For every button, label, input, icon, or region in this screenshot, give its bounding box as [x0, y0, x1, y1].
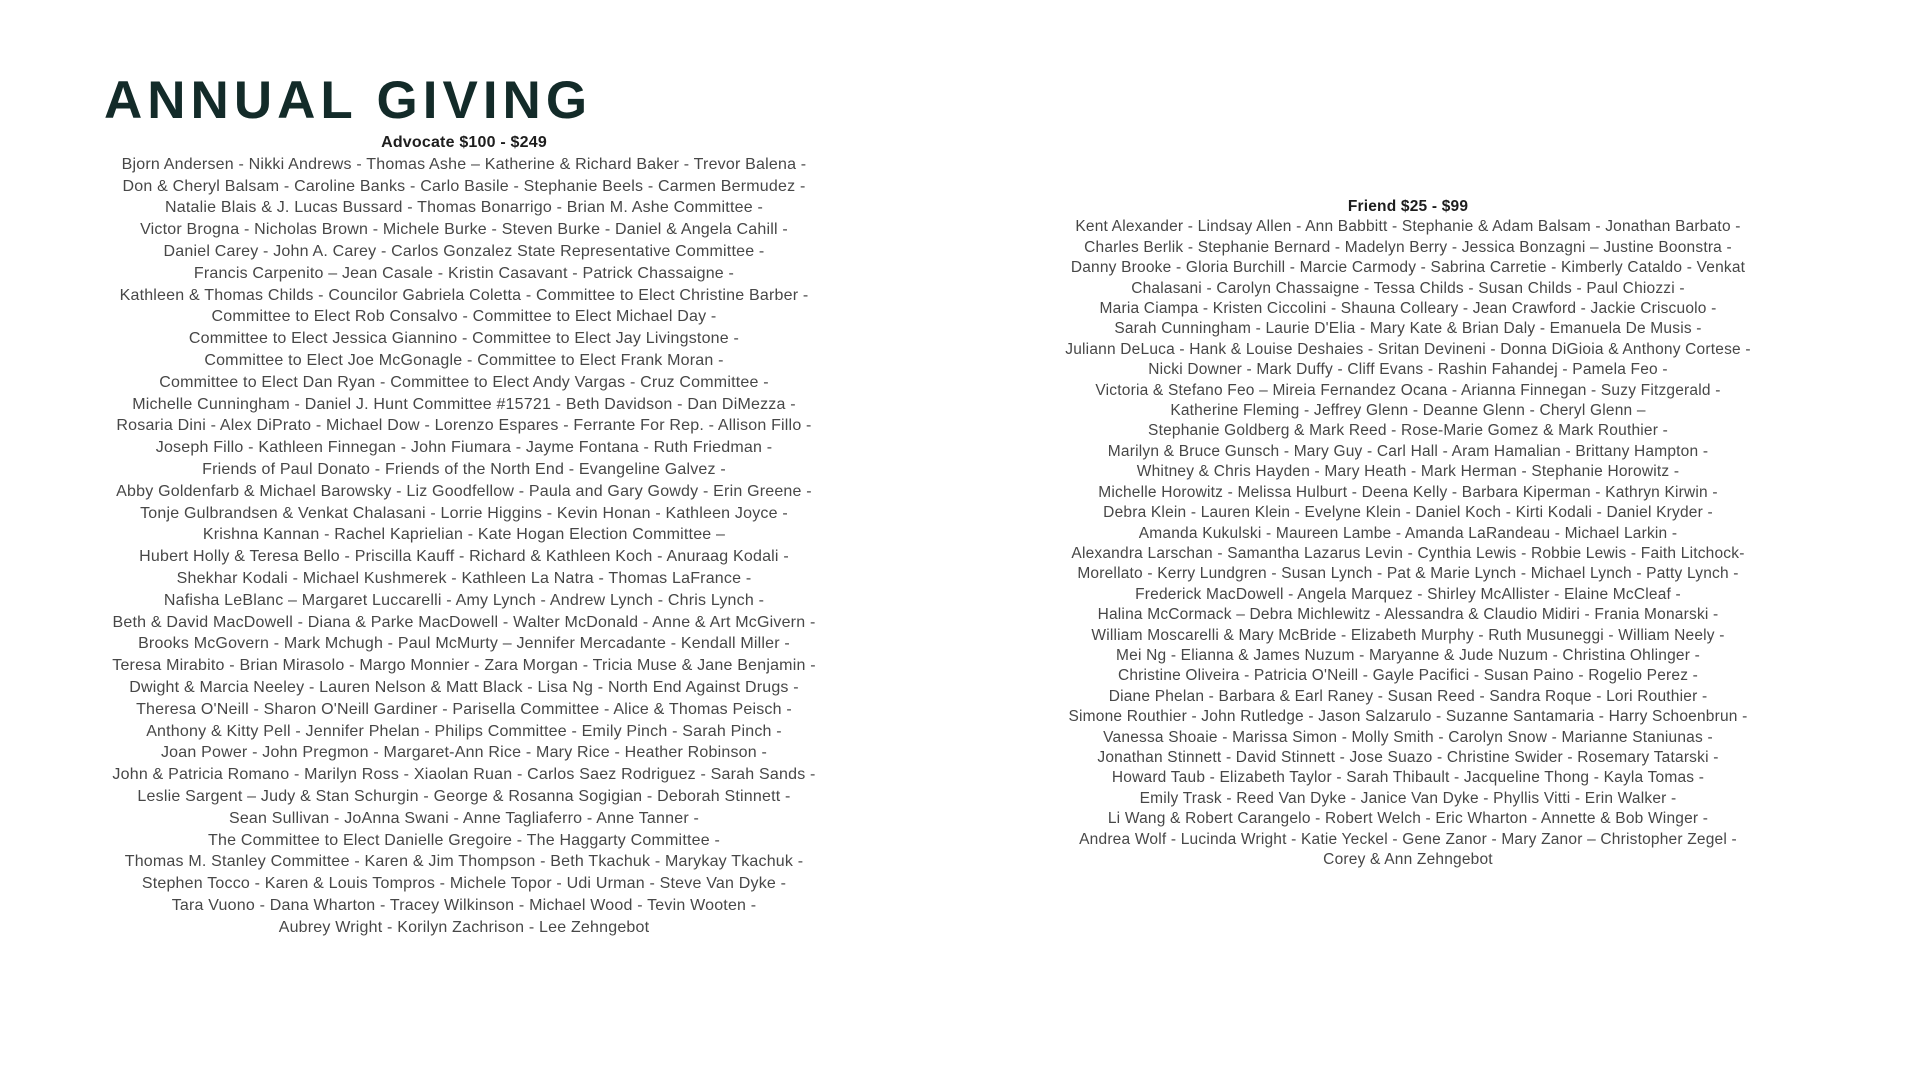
- friend-donor-list: [1002, 217, 1814, 870]
- donor-line: Maria Ciampa - Kristen Ciccolini - Shauna Colleary - Jean Crawford - Jackie Criscuolo -: [1099, 300, 1717, 318]
- donor-line: Li Wang & Robert Carangelo - Robert Welch - Eric Wharton - Annette & Bob Winger -: [1107, 810, 1709, 828]
- donor-line: Natalie Blais & J. Lucas Bussard - Thomas Bonarrigo - Brian M. Ashe Committee -: [165, 199, 763, 217]
- donor-line: Friends of Paul Donato - Friends of the North End - Evangeline Galvez -: [202, 460, 726, 478]
- donor-line: Victor Brogna - Nicholas Brown - Michele Burke - Steven Burke - Daniel & Angela Cahill -: [140, 221, 788, 239]
- donor-line: Tonje Gulbrandsen & Venkat Chalasani - Lorrie Higgins - Kevin Honan - Kathleen Joyce -: [140, 504, 788, 522]
- donor-line: Stephen Tocco - Karen & Louis Tompros - Michele Topor - Udi Urman - Steve Van Dyke -: [141, 875, 787, 893]
- advocate-section: [58, 132, 870, 938]
- page-title: ANNUAL GIVING: [104, 70, 593, 130]
- donor-line: Nafisha LeBlanc – Margaret Luccarelli - Amy Lynch - Andrew Lynch - Chris Lynch -: [163, 591, 765, 609]
- advocate-donor-list: [58, 154, 870, 939]
- donor-line: Tara Vuono - Dana Wharton - Tracey Wilkinson - Michael Wood - Tevin Wooten -: [171, 896, 757, 914]
- donor-line: Theresa O'Neill - Sharon O'Neill Gardiner - Parisella Committee - Alice & Thomas Peisch -: [136, 700, 792, 718]
- donor-line: Abby Goldenfarb & Michael Barowsky - Liz Goodfellow - Paula and Gary Gowdy - Erin Greene -: [116, 482, 812, 500]
- donor-line: Daniel Carey - John A. Carey - Carlos Gonzalez State Representative Committee -: [163, 242, 765, 260]
- donor-line: Kent Alexander - Lindsay Allen - Ann Babbitt - Stephanie & Adam Balsam - Jonathan Barbato -: [1075, 218, 1741, 236]
- donor-line: Whitney & Chris Hayden - Mary Heath - Mark Herman - Stephanie Horowitz -: [1136, 463, 1680, 481]
- donor-line: Bjorn Andersen - Nikki Andrews - Thomas Ashe – Katherine & Richard Baker - Trevor Balena -: [121, 155, 807, 173]
- donor-line: Committee to Elect Joe McGonagle - Committee to Elect Frank Moran -: [204, 351, 724, 369]
- donor-line: Hubert Holly & Teresa Bello - Priscilla Kauff - Richard & Kathleen Koch - Anuraag Kodali -: [139, 548, 789, 566]
- donor-line: Michelle Cunningham - Daniel J. Hunt Committee #15721 - Beth Davidson - Dan DiMezza -: [132, 395, 796, 413]
- donor-line: Victoria & Stefano Feo – Mireia Fernandez Ocana - Arianna Finnegan - Suzy Fitzgerald -: [1095, 381, 1721, 399]
- donor-line: Thomas M. Stanley Committee - Karen & Jim Thompson - Beth Tkachuk - Marykay Tkachuk -: [124, 853, 804, 871]
- donor-line: Juliann DeLuca - Hank & Louise Deshaies - Sritan Devineni - Donna DiGioia & Anthony Cortese -: [1065, 340, 1751, 358]
- donor-line: The Committee to Elect Danielle Gregoire - The Haggarty Committee -: [208, 831, 720, 849]
- donor-line: Katherine Fleming - Jeffrey Glenn - Deanne Glenn - Cheryl Glenn –: [1170, 402, 1646, 420]
- donor-line: Vanessa Shoaie - Marissa Simon - Molly Smith - Carolyn Snow - Marianne Staniunas -: [1103, 728, 1713, 746]
- donor-line: Michelle Horowitz - Melissa Hulburt - Deena Kelly - Barbara Kiperman - Kathryn Kirwin -: [1098, 483, 1718, 501]
- donor-line: Christine Oliveira - Patricia O'Neill - Gayle Pacifici - Susan Paino - Rogelio Perez -: [1117, 667, 1699, 685]
- donor-line: Kathleen & Thomas Childs - Councilor Gabriela Coletta - Committee to Elect Christine Barber -: [119, 286, 809, 304]
- donor-line: Andrea Wolf - Lucinda Wright - Katie Yeckel - Gene Zanor - Mary Zanor – Christopher Zegel -: [1079, 830, 1737, 848]
- donor-line: Frederick MacDowell - Angela Marquez - Shirley McAllister - Elaine McCleaf -: [1135, 585, 1681, 603]
- donor-line: Joan Power - John Pregmon - Margaret-Ann Rice - Mary Rice - Heather Robinson -: [160, 744, 768, 762]
- advocate-section-header: Advocate $100 - $249: [381, 134, 547, 151]
- donor-line: Committee to Elect Dan Ryan - Committee to Elect Andy Vargas - Cruz Committee -: [159, 373, 769, 391]
- donor-line: Jonathan Stinnett - David Stinnett - Jose Suazo - Christine Swider - Rosemary Tatarski -: [1097, 748, 1719, 766]
- donor-line: Marilyn & Bruce Gunsch - Mary Guy - Carl Hall - Aram Hamalian - Brittany Hampton -: [1107, 442, 1709, 460]
- donor-line: Brooks McGovern - Mark Mchugh - Paul McMurty – Jennifer Mercadante - Kendall Miller -: [138, 635, 790, 653]
- donor-line: Simone Routhier - John Rutledge - Jason Salzarulo - Suzanne Santamaria - Harry Schoenbrun -: [1068, 708, 1748, 726]
- donor-line: Amanda Kukulski - Maureen Lambe - Amanda LaRandeau - Michael Larkin -: [1138, 524, 1678, 542]
- donor-line: Anthony & Kitty Pell - Jennifer Phelan - Philips Committee - Emily Pinch - Sarah Pinch -: [146, 722, 782, 740]
- donor-line: Nicki Downer - Mark Duffy - Cliff Evans - Rashin Fahandej - Pamela Feo -: [1148, 361, 1668, 379]
- donor-line: Rosaria Dini - Alex DiPrato - Michael Dow - Lorenzo Espares - Ferrante For Rep. - Allison Fillo -: [116, 417, 812, 435]
- donor-line: Sarah Cunningham - Laurie D'Elia - Mary Kate & Brian Daly - Emanuela De Musis -: [1114, 320, 1702, 338]
- donor-line: Dwight & Marcia Neeley - Lauren Nelson & Matt Black - Lisa Ng - North End Against Drugs -: [129, 678, 799, 696]
- donor-line: Committee to Elect Rob Consalvo - Committee to Elect Michael Day -: [211, 308, 717, 326]
- donor-line: Teresa Mirabito - Brian Mirasolo - Margo Monnier - Zara Morgan - Tricia Muse & Jane Benjamin -: [112, 657, 816, 675]
- donor-line: Don & Cheryl Balsam - Caroline Banks - Carlo Basile - Stephanie Beels - Carmen Bermudez -: [122, 177, 806, 195]
- donor-line: Aubrey Wright - Korilyn Zachrison - Lee Zehngebot: [278, 918, 650, 936]
- donor-line: Mei Ng - Elianna & James Nuzum - Maryanne & Jude Nuzum - Christina Ohlinger -: [1116, 646, 1700, 664]
- donor-line: William Moscarelli & Mary McBride - Elizabeth Murphy - Ruth Musuneggi - William Neely -: [1091, 626, 1725, 644]
- donor-line: Alexandra Larschan - Samantha Lazarus Levin - Cynthia Lewis - Robbie Lewis - Faith Litchock-: [1071, 544, 1745, 562]
- donor-line: Howard Taub - Elizabeth Taylor - Sarah Thibault - Jacqueline Thong - Kayla Tomas -: [1111, 769, 1705, 787]
- donor-line: Shekhar Kodali - Michael Kushmerek - Kathleen La Natra - Thomas LaFrance -: [176, 569, 752, 587]
- friend-section-header: Friend $25 - $99: [1347, 198, 1469, 215]
- donor-line: Corey & Ann Zehngebot: [1323, 851, 1493, 868]
- donor-line: Morellato - Kerry Lundgren - Susan Lynch - Pat & Marie Lynch - Michael Lynch - Patty Lynch -: [1077, 565, 1739, 583]
- donor-line: Joseph Fillo - Kathleen Finnegan - John Fiumara - Jayme Fontana - Ruth Friedman -: [155, 439, 773, 457]
- donor-line: Krishna Kannan - Rachel Kaprielian - Kate Hogan Election Committee –: [202, 526, 726, 544]
- donor-line: Diane Phelan - Barbara & Earl Raney - Susan Reed - Sandra Roque - Lori Routhier -: [1108, 687, 1708, 705]
- donor-line: Stephanie Goldberg & Mark Reed - Rose-Marie Gomez & Mark Routhier -: [1148, 422, 1668, 440]
- friend-section: [1002, 197, 1814, 870]
- donor-line: Emily Trask - Reed Van Dyke - Janice Van Dyke - Phyllis Vitti - Erin Walker -: [1139, 789, 1677, 807]
- donor-line: Beth & David MacDowell - Diana & Parke MacDowell - Walter McDonald - Anne & Art McGivern -: [112, 613, 816, 631]
- donor-line: Francis Carpenito – Jean Casale - Kristin Casavant - Patrick Chassaigne -: [193, 264, 735, 282]
- donor-line: John & Patricia Romano - Marilyn Ross - Xiaolan Ruan - Carlos Saez Rodriguez - Sarah Sands -: [112, 766, 816, 784]
- donor-line: Committee to Elect Jessica Giannino - Committee to Elect Jay Livingstone -: [188, 330, 740, 348]
- donor-line: Halina McCormack – Debra Michlewitz - Alessandra & Claudio Midiri - Frania Monarski -: [1097, 606, 1719, 624]
- donor-line: Danny Brooke - Gloria Burchill - Marcie Carmody - Sabrina Carretie - Kimberly Cataldo - Venkat: [1070, 259, 1746, 277]
- donor-line: Debra Klein - Lauren Klein - Evelyne Klein - Daniel Koch - Kirti Kodali - Daniel Kryder -: [1103, 504, 1713, 522]
- donor-line: Leslie Sargent – Judy & Stan Schurgin - George & Rosanna Sogigian - Deborah Stinnett -: [137, 787, 791, 805]
- donor-line: Chalasani - Carolyn Chassaigne - Tessa Childs - Susan Childs - Paul Chiozzi -: [1131, 279, 1685, 297]
- donor-line: Charles Berlik - Stephanie Bernard - Madelyn Berry - Jessica Bonzagni – Justine Boonstra -: [1084, 238, 1732, 256]
- donor-line: Sean Sullivan - JoAnna Swani - Anne Tagliaferro - Anne Tanner -: [228, 809, 700, 827]
